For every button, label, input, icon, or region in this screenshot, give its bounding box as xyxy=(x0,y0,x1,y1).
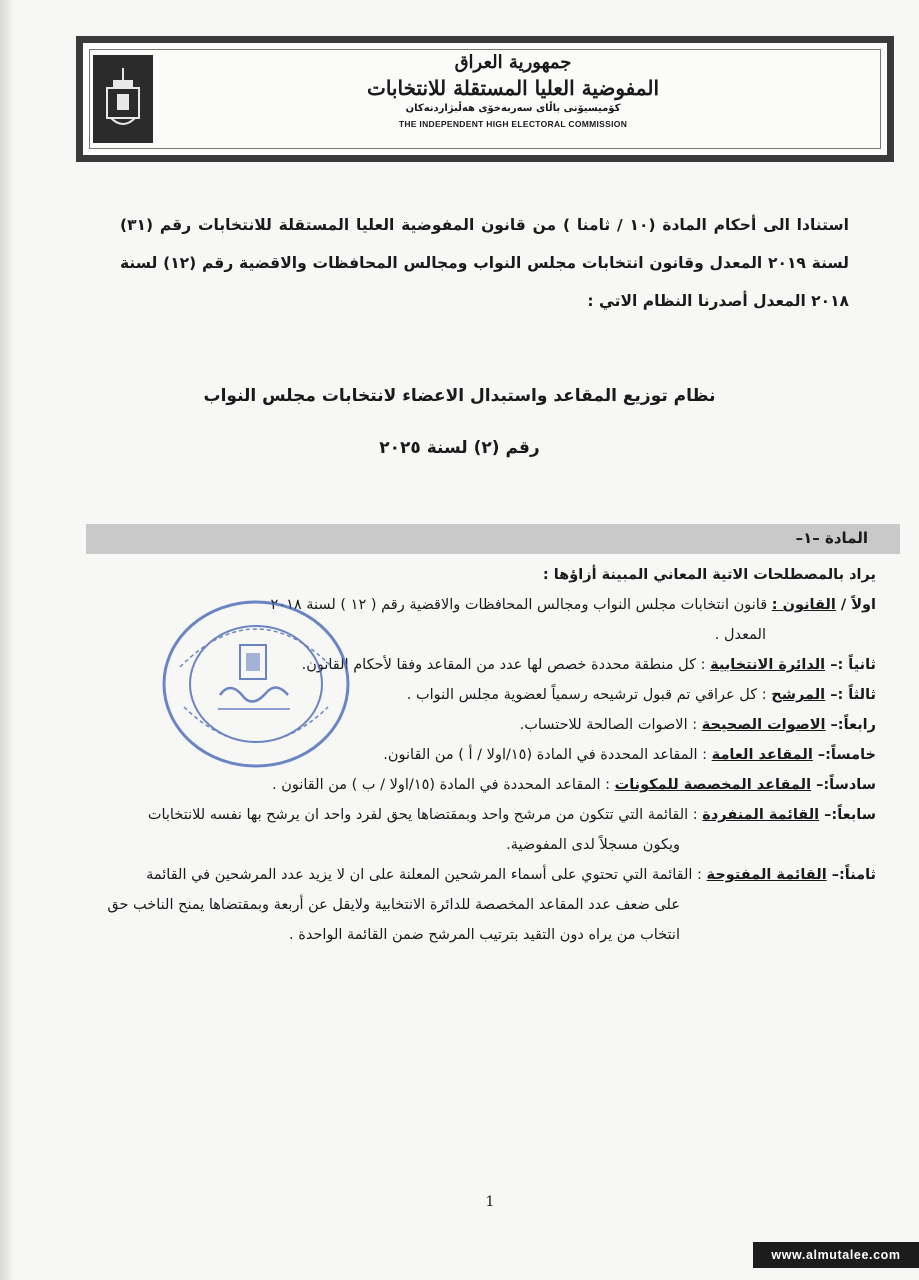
definition-continuation: ويكون مسجلاً لدى المفوضية. xyxy=(506,837,680,853)
definition-term: المقاعد المخصصة للمكونات xyxy=(614,777,812,793)
definition-number: خامساً:– xyxy=(812,747,876,763)
definition-term: المقاعد العامة xyxy=(711,747,813,763)
article-heading-bar xyxy=(86,524,900,554)
definition-item xyxy=(86,860,876,890)
definition-text: : القائمة التي تحتوي على أسماء المرشحين المعلنة على ان لا يزيد عدد المرشحين في القائمة xyxy=(146,867,707,883)
website-watermark: www.almutalee.com xyxy=(753,1242,919,1268)
commission-logo-icon xyxy=(93,55,153,143)
definition-term: القائمة المنفردة xyxy=(702,807,820,823)
header-line-republic: جمهورية العراق xyxy=(454,52,572,73)
header-line-commission: المفوضية العليا المستقلة للانتخابات xyxy=(366,76,659,100)
definition-text: : كل عراقي تم قبول ترشيحه رسمياً لعضوية مجلس النواب . xyxy=(406,687,772,703)
definition-term: الاصوات الصحيحة xyxy=(701,717,826,733)
definition-number: رابعاً:– xyxy=(825,717,876,733)
definition-term: القائمة المفتوحة xyxy=(706,867,827,883)
regulation-number: رقم (٢) لسنة ٢٠٢٥ xyxy=(379,438,540,458)
definition-number: اولاً / xyxy=(835,597,876,613)
definition-text: : الاصوات الصالحة للاحتساب. xyxy=(519,717,702,733)
definitions-intro-text: يراد بالمصطلحات الاتية المعاني المبينة أزاؤها : xyxy=(542,567,876,583)
definitions-intro xyxy=(86,560,876,590)
header-line-english: THE INDEPENDENT HIGH ELECTORAL COMMISSION xyxy=(398,119,628,129)
definition-text: : كل منطقة محددة خصص لها عدد من المقاعد وفقا لأحكام القانون. xyxy=(301,657,711,673)
organization-name xyxy=(323,51,703,131)
definition-number: ثانياً :– xyxy=(825,657,876,673)
intro-paragraph: استنادا الى أحكام المادة (١٠ / ثامنا ) من قانون المفوضية العليا المستقلة للانتخابات رقم (٣١) لسنة ٢٠١٩ المعدل وقانون انتخابات مجلس النواب ومجالس المحافظات والاقضية رقم (١٢) لسنة ٢٠١٨ المعدل أصدرنا النظام الاتي : xyxy=(120,216,849,310)
definition-term: المرشح xyxy=(771,687,826,703)
definition-item xyxy=(86,770,876,800)
definition-continuation: المعدل . xyxy=(714,627,766,643)
definition-text: : القائمة التي تتكون من مرشح واحد وبمقتضاها يحق لفرد واحد ان يرشح بها نفسه للانتخابات xyxy=(147,807,703,823)
article-heading: المادة –١– xyxy=(795,529,868,547)
definition-text: قانون انتخابات مجلس النواب ومجالس المحافظات والاقضية رقم ( ١٢ ) لسنة ٢٠١٨ xyxy=(270,597,772,613)
definition-text: : المقاعد المحددة في المادة (١٥/اولا / أ ) من القانون. xyxy=(383,747,712,763)
definition-number: سابعاً:– xyxy=(819,807,876,823)
header-banner xyxy=(76,36,894,162)
definition-term: الدائرة الانتخابية xyxy=(710,657,826,673)
official-stamp-icon xyxy=(160,597,352,772)
regulation-title: نظام توزيع المقاعد واستبدال الاعضاء لانتخابات مجلس النواب xyxy=(203,386,716,406)
definition-number: ثامناً:– xyxy=(826,867,876,883)
definition-term: القانون : xyxy=(771,597,836,613)
definition-item xyxy=(86,800,876,830)
definition-text: : المقاعد المحددة في المادة (١٥/اولا / ب ) من القانون . xyxy=(272,777,615,793)
page-edge xyxy=(0,0,12,1280)
definition-continuation: على ضعف عدد المقاعد المخصصة للدائرة الانتخابية ولايقل عن أربعة وبمقتضاها يمنح الناخب حق انتخاب من يراه دون التقيد بترتيب المرشح ضمن القائمة الواحدة . xyxy=(107,897,680,943)
page-number: 1 xyxy=(485,1194,495,1210)
definition-number: ثالثاً :– xyxy=(825,687,876,703)
definition-number: سادساً:– xyxy=(811,777,876,793)
header-line-kurdish: كۆمیسیۆنی باڵای سەربەخۆی هەڵبژاردنەکان xyxy=(405,103,621,114)
